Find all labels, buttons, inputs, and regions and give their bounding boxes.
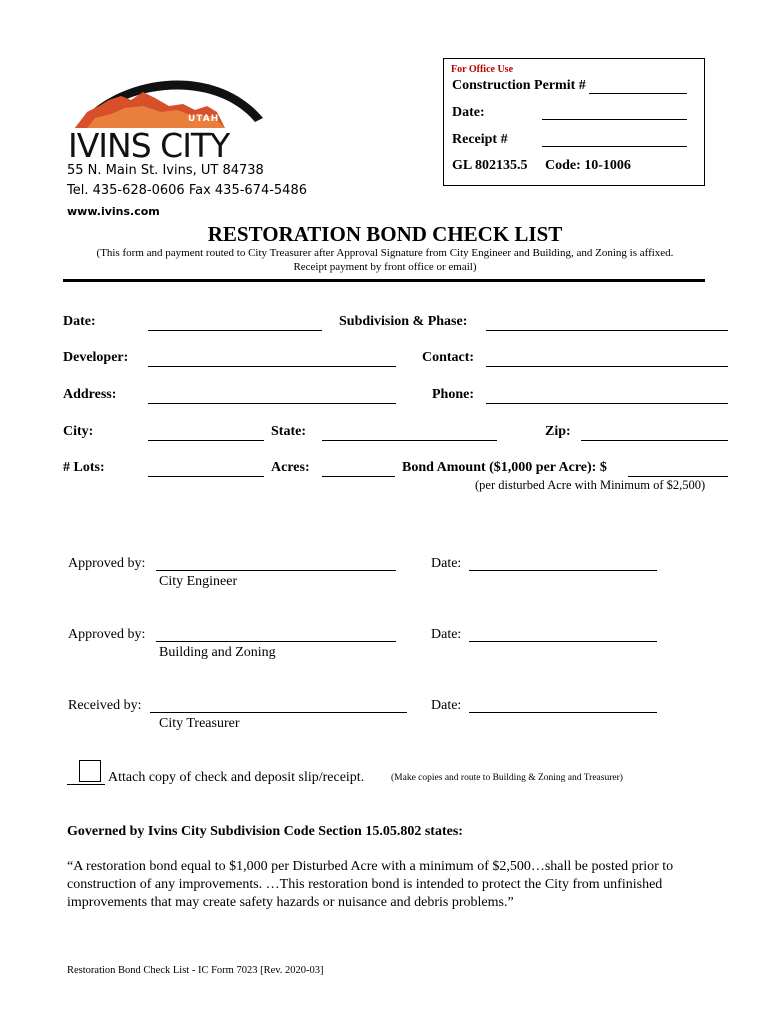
receipt-label: Receipt # (452, 132, 508, 147)
zip-label: Zip: (545, 424, 571, 439)
office-date-label: Date: (452, 105, 485, 120)
received-treasurer-role: City Treasurer (159, 716, 240, 731)
routing-note (40, 246, 730, 274)
bond-amount-label: Bond Amount ($1,000 per Acre): $ (402, 460, 607, 475)
received-treasurer-label: Received by: (68, 698, 142, 713)
phone-label: Phone: (432, 387, 474, 402)
acres-field[interactable] (322, 476, 395, 477)
routing-note-line-2: Receipt payment by front office or email) (293, 261, 477, 273)
governed-heading: Governed by Ivins City Subdivision Code Section 15.05.802 states: (67, 824, 463, 839)
approval-zoning-role: Building and Zoning (159, 645, 276, 660)
approval-engineer-date-label: Date: (431, 556, 462, 571)
approval-engineer-label: Approved by: (68, 556, 146, 571)
acres-label: Acres: (271, 460, 310, 475)
approval-engineer-signature[interactable] (156, 570, 396, 571)
logo-phones: Tel. 435-628-0606 Fax 435-674-5486 (67, 183, 307, 198)
city-field[interactable] (148, 440, 264, 441)
received-treasurer-date-label: Date: (431, 698, 462, 713)
logo-website: www.ivins.com (67, 205, 160, 218)
date-label: Date: (63, 314, 96, 329)
receipt-field[interactable] (542, 146, 687, 147)
state-field[interactable] (322, 440, 497, 441)
logo-address: 55 N. Main St. Ivins, UT 84738 (67, 163, 264, 178)
code-number: Code: 10-1006 (545, 158, 631, 173)
construction-permit-field[interactable] (589, 93, 687, 94)
office-use-box (443, 58, 705, 186)
date-field[interactable] (148, 330, 322, 331)
address-field[interactable] (148, 403, 396, 404)
bond-note: (per disturbed Acre with Minimum of $2,500) (475, 478, 706, 492)
attach-text: Attach copy of check and deposit slip/receipt. (108, 770, 365, 785)
received-treasurer-date-field[interactable] (469, 712, 657, 713)
form-footer: Restoration Bond Check List - IC Form 7023 [Rev. 2020-03] (67, 965, 324, 976)
approval-zoning-date-label: Date: (431, 627, 462, 642)
subdivision-field[interactable] (486, 330, 728, 331)
developer-label: Developer: (63, 350, 129, 365)
logo-state: UTAH (188, 114, 220, 124)
approval-zoning-signature[interactable] (156, 641, 396, 642)
attach-check-checkbox[interactable] (79, 760, 101, 782)
lots-label: # Lots: (63, 460, 105, 475)
title-divider (63, 279, 705, 282)
lots-field[interactable] (148, 476, 264, 477)
attach-underline (67, 784, 105, 785)
contact-field[interactable] (486, 366, 728, 367)
routing-note-line-1: (This form and payment routed to City Treasurer after Approval Signature from City Engineer and Building, and Zoning is affixed. (96, 247, 674, 259)
attach-note: (Make copies and route to Building & Zoning and Treasurer) (391, 773, 623, 783)
bond-amount-field[interactable] (628, 476, 728, 477)
approval-engineer-date-field[interactable] (469, 570, 657, 571)
office-use-label: For Office Use (451, 64, 514, 75)
construction-permit-label: Construction Permit # (452, 78, 586, 93)
logo-city-name: IVINS CITY (68, 126, 230, 165)
address-label: Address: (63, 387, 117, 402)
state-label: State: (271, 424, 306, 439)
approval-zoning-label: Approved by: (68, 627, 146, 642)
approval-engineer-role: City Engineer (159, 574, 238, 589)
approval-zoning-date-field[interactable] (469, 641, 657, 642)
phone-field[interactable] (486, 403, 728, 404)
office-date-field[interactable] (542, 119, 687, 120)
zip-field[interactable] (581, 440, 728, 441)
contact-label: Contact: (422, 350, 475, 365)
code-quote: “A restoration bond equal to $1,000 per Disturbed Acre with a minimum of $2,500…shall be posted prior to construction of any improvements. …This restoration bond is intended to protect the City from unfinished improvements that may create safety hazards or nuisance and debris problems.” (67, 859, 674, 910)
page-title: RESTORATION BOND CHECK LIST (207, 222, 563, 246)
received-treasurer-signature[interactable] (150, 712, 407, 713)
subdivision-label: Subdivision & Phase: (339, 314, 468, 329)
developer-field[interactable] (148, 366, 396, 367)
gl-number: GL 802135.5 (452, 158, 528, 173)
city-label: City: (63, 424, 94, 439)
